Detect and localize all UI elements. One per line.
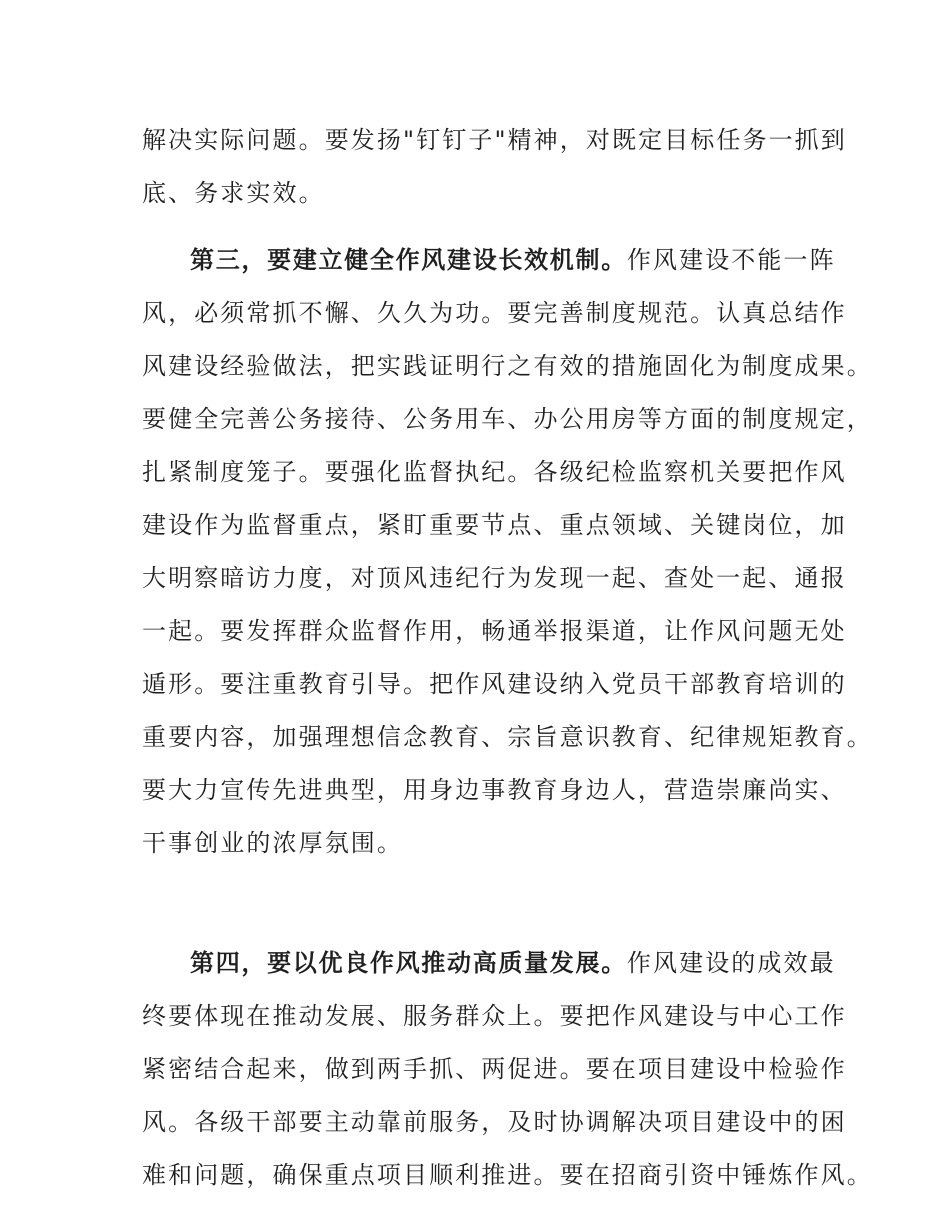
text-line [142, 616, 847, 646]
text-line [142, 1107, 847, 1137]
line-text: 风建设经验做法，把实践证明行之有效的措施固化为制度成果。 [142, 352, 873, 380]
line-text: 干事创业的浓厚氛围。 [142, 829, 403, 857]
line-text: 风。各级干部要主动靠前服务，及时协调解决项目建设中的困 [142, 1108, 847, 1136]
line-text: 作风建设不能一阵 [626, 246, 836, 274]
line-text: 要大力宣传先进典型，用身边事教育身边人，营造崇廉尚实、 [142, 776, 847, 804]
text-line [142, 125, 847, 155]
line-text: 建设作为监督重点，紧盯重要节点、重点领域、关键岗位，加 [142, 511, 847, 539]
text-line [142, 1054, 847, 1084]
line-text: 紧密结合起来，做到两手抓、两促进。要在项目建设中检验作 [142, 1055, 847, 1083]
line-text: 遁形。要注重教育引导。把作风建设纳入党员干部教育培训的 [142, 670, 847, 698]
text-line [142, 298, 847, 328]
text-line [142, 510, 847, 540]
line-text: 风，必须常抓不懈、久久为功。要完善制度规范。认真总结作 [142, 299, 847, 327]
paragraph-first-line [190, 948, 836, 978]
text-line [142, 1001, 847, 1031]
section-heading: 第三，要建立健全作风建设长效机制。 [190, 246, 627, 274]
line-text: 一起。要发挥群众监督作用，畅通举报渠道，让作风问题无处 [142, 617, 847, 645]
paragraph-first-line [190, 245, 836, 275]
text-line [142, 178, 325, 208]
text-line [142, 722, 873, 752]
text-line [142, 669, 847, 699]
line-text: 要健全完善公务接待、公务用车、办公用房等方面的制度规定， [142, 405, 873, 433]
line-text: 解决实际问题。要发扬"钉钉子"精神，对既定目标任务一抓到 [142, 126, 847, 154]
text-line [142, 1160, 873, 1190]
line-text: 扎紧制度笼子。要强化监督执纪。各级纪检监察机关要把作风 [142, 458, 847, 486]
line-text: 底、务求实效。 [142, 179, 325, 207]
line-text: 作风建设的成效最 [626, 949, 836, 977]
line-text: 大明察暗访力度，对顶风违纪行为发现一起、查处一起、通报 [142, 564, 847, 592]
line-text: 难和问题，确保重点项目顺利推进。要在招商引资中锤炼作风。 [142, 1161, 873, 1189]
text-line [142, 457, 847, 487]
line-text: 终要体现在推动发展、服务群众上。要把作风建设与中心工作 [142, 1002, 847, 1030]
text-line [142, 828, 403, 858]
section-heading: 第四，要以优良作风推动高质量发展。 [190, 949, 627, 977]
text-line [142, 351, 873, 381]
line-text: 重要内容，加强理想信念教育、宗旨意识教育、纪律规矩教育。 [142, 723, 873, 751]
text-line [142, 404, 873, 434]
text-line [142, 563, 847, 593]
text-line [142, 775, 847, 805]
